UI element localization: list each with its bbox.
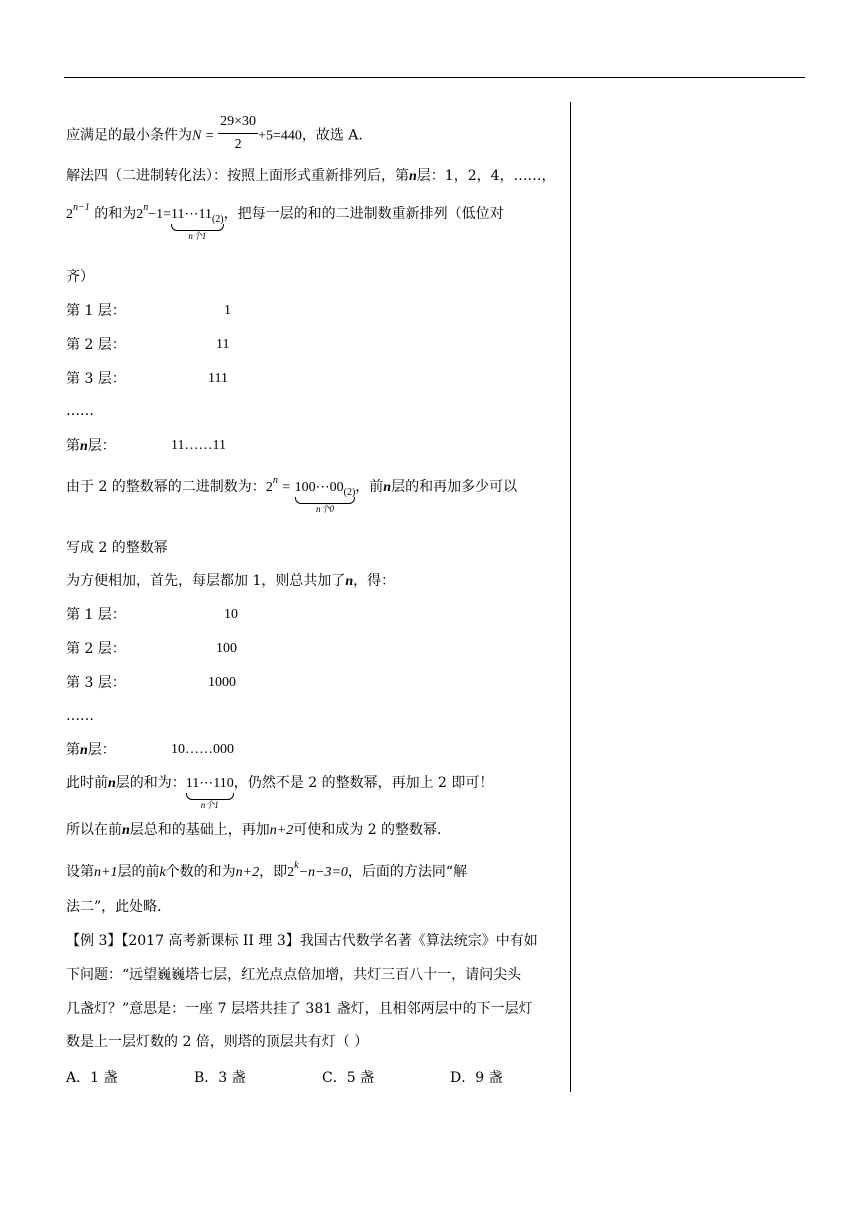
text: 层总和的基础上，再加: [129, 822, 270, 838]
underbrace: [185, 774, 234, 810]
line-power-binary: [66, 475, 518, 514]
brace-shape: [186, 793, 234, 800]
var-N: N: [192, 128, 202, 144]
text: ，即: [259, 864, 288, 880]
expr: −1=: [148, 207, 171, 222]
line-omitted: 法二”，此处略．: [66, 899, 172, 915]
text: 所以在前: [66, 822, 122, 838]
line-add-two: [66, 820, 451, 841]
brace-shape: [295, 497, 356, 504]
var-n: n: [108, 776, 116, 791]
var-n: n: [80, 439, 88, 454]
power-exp: n−1: [73, 202, 90, 213]
text: 的和为: [94, 206, 137, 222]
text: ，前: [355, 479, 384, 495]
underbrace-value: 11⋯110: [185, 776, 234, 791]
text: ，故选 A．: [301, 127, 373, 144]
row2-label-1: 第 1 层：: [66, 607, 126, 623]
fraction: [218, 111, 258, 156]
text: 层：1，2，4，……，: [416, 168, 556, 184]
option-d[interactable]: D．9 盏: [450, 1070, 503, 1086]
line-set-k: [66, 862, 467, 883]
line-align: 齐）: [66, 269, 94, 285]
line-min-condition: [66, 113, 372, 158]
underbrace-value: 100⋯00: [294, 480, 344, 495]
line-binary-sum: [66, 202, 504, 241]
text: 应满足的最小条件为: [66, 127, 192, 144]
power-exp: n: [143, 202, 149, 213]
text: 解法四（二进制转化法）：按照上面形式重新排列后，第: [66, 168, 409, 184]
power-base: 2: [66, 207, 73, 222]
row2-value-2: 100: [216, 641, 237, 656]
underbrace-label: n个0: [315, 504, 334, 514]
power-base: 2: [136, 207, 144, 222]
equals: =: [205, 128, 214, 144]
line-sum-n: [66, 773, 494, 810]
row-label-n: [66, 436, 116, 457]
expr: n+2: [235, 865, 260, 880]
line-method-four: [66, 166, 556, 187]
var-n: n: [345, 574, 354, 589]
power-base: 2: [265, 480, 273, 495]
row-label-1: 第 1 层：: [66, 303, 126, 319]
text: 设第: [66, 864, 94, 880]
row-value-n: 11……11: [171, 438, 226, 453]
power-exp: n: [272, 475, 278, 486]
text: 层的和为：: [115, 775, 186, 791]
equals: =: [282, 480, 291, 495]
text: 为方便相加，首先，每层都加 1，则总共加了: [66, 573, 346, 589]
ellipsis: ……: [66, 403, 94, 419]
text: 可使和成为 2 的整数幂．: [293, 822, 452, 838]
var-n: n: [383, 480, 392, 495]
row-value-3: 111: [208, 371, 228, 386]
example-line-1: 【例 3】【2017 高考新课标 II 理 3】我国古代数学名著《算法统宗》中有如: [66, 933, 538, 949]
fraction-numerator: 29×30: [218, 111, 258, 134]
var-n: n: [122, 823, 130, 838]
text: 层的前: [117, 864, 160, 880]
text: 由于 2 的整数幂的二进制数为：: [66, 479, 266, 495]
underbrace-label: n个1: [188, 231, 207, 241]
example-line-3: 几盏灯？”意思是：一座 7 层塔共挂了 381 盏灯，且相邻两层中的下一层灯: [66, 1001, 533, 1017]
brace-shape: [171, 224, 224, 231]
var-n: n: [80, 743, 88, 758]
expr: n+1: [94, 865, 118, 880]
var-n: n: [409, 169, 417, 184]
line-power-text: 写成 2 的整数幂: [66, 540, 168, 556]
underbrace: [294, 478, 356, 514]
row2-value-n: 10……000: [171, 742, 234, 757]
row-label-3: 第 3 层：: [66, 371, 126, 387]
subscript: (2): [343, 487, 356, 498]
option-c[interactable]: C．5 盏: [322, 1070, 375, 1086]
text: 第: [66, 742, 80, 758]
var-k: k: [159, 865, 166, 880]
row2-label-3: 第 3 层：: [66, 675, 126, 691]
example-line-4: 数是上一层灯数的 2 倍，则塔的顶层共有灯（ ）: [66, 1034, 369, 1050]
text: ，后面的方法同“解: [347, 864, 468, 880]
text: ，把每一层的和的二进制数重新排列（低位对: [223, 206, 504, 222]
text: ，仍然不是 2 的整数幂，再加上 2 即可！: [233, 775, 494, 791]
power-base: 2: [287, 865, 295, 880]
text: 层：: [87, 438, 116, 454]
underbrace-value: 11⋯11: [171, 207, 212, 222]
option-b[interactable]: B．3 盏: [194, 1070, 246, 1086]
text: ，得：: [353, 573, 396, 589]
underbrace: [171, 205, 224, 241]
text: 层的和再加多少可以: [391, 479, 518, 495]
row2-label-n: [66, 740, 116, 761]
expr: +5=440: [258, 128, 302, 144]
text: 层：: [87, 742, 116, 758]
text: 个数的和为: [165, 864, 236, 880]
expr: n+2: [269, 823, 294, 838]
subscript: (2): [211, 214, 224, 225]
text: 此时前: [66, 775, 108, 791]
power-exp: k: [294, 860, 299, 871]
fraction-denominator: 2: [234, 137, 242, 152]
ellipsis: ……: [66, 708, 94, 724]
example-line-2: 下问题：“远望巍巍塔七层，红光点点倍加增，共灯三百八十一，请问尖头: [66, 967, 522, 983]
row-value-1: 1: [224, 303, 231, 318]
header-rule: [64, 77, 805, 78]
column-rule: [570, 102, 571, 1092]
row-label-2: 第 2 层：: [66, 337, 126, 353]
row2-value-1: 10: [224, 607, 238, 622]
text: 第: [66, 438, 80, 454]
row2-value-3: 1000: [208, 675, 236, 690]
underbrace-label: n个1: [200, 800, 219, 810]
expr: −n−3=0: [298, 865, 348, 880]
line-add-one: [66, 571, 395, 592]
row-value-2: 11: [216, 337, 230, 352]
row2-label-2: 第 2 层：: [66, 641, 126, 657]
option-a[interactable]: A．1 盏: [66, 1070, 118, 1086]
